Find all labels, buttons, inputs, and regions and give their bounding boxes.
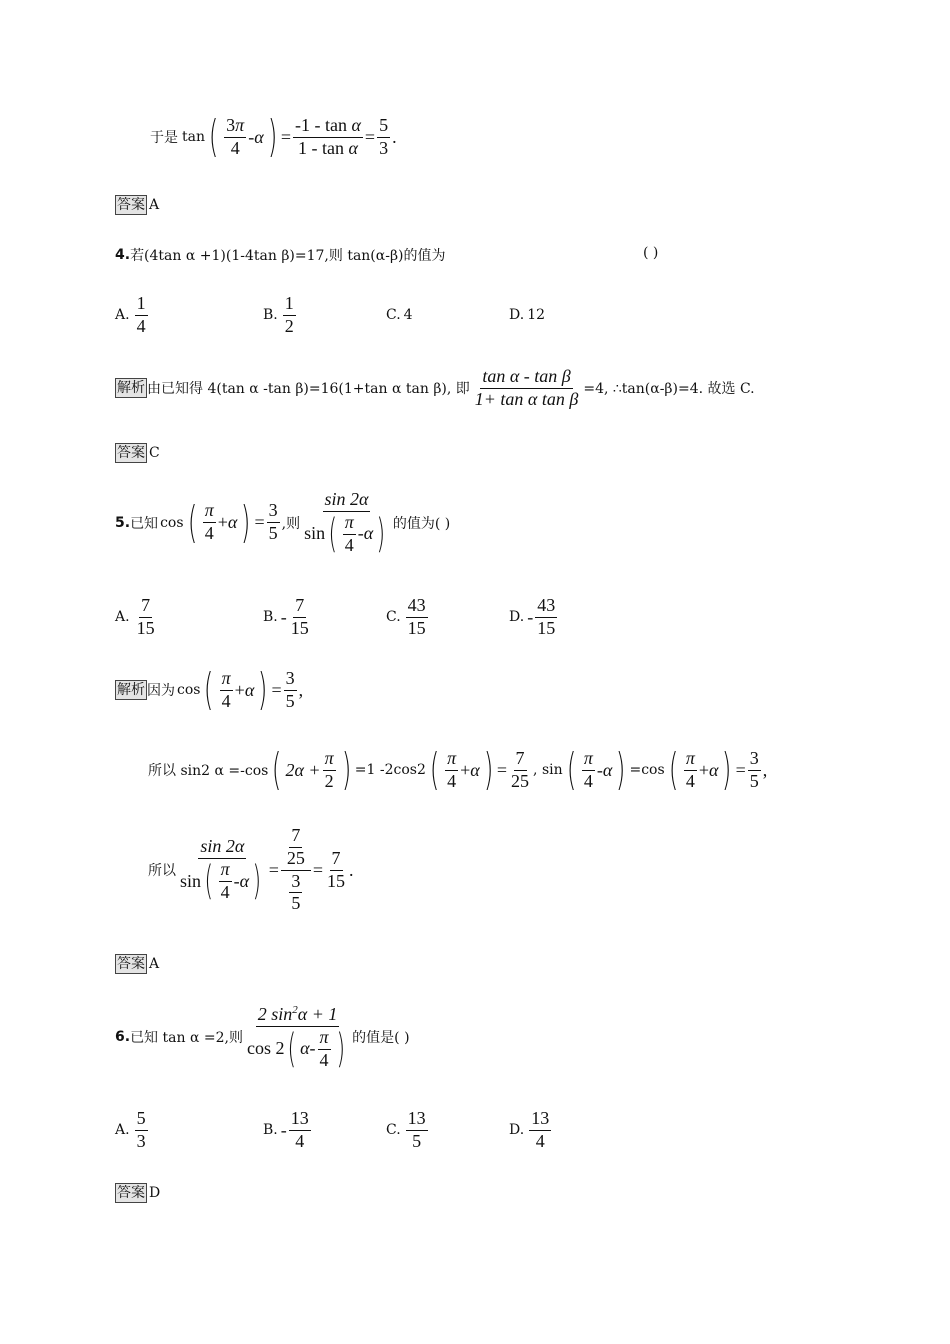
answer-tag: 答案 bbox=[117, 197, 145, 213]
fraction-q6: 2 $\sin^2\alpha + 1$ cos 2 ( α - $\frac{\pi}{4}$ ) bbox=[246, 1004, 345, 1073]
option-d[interactable]: D. - $\frac{43}{15}$ bbox=[509, 595, 556, 638]
question-4-bracket: ( ) bbox=[643, 245, 659, 261]
option-a[interactable]: A. $\frac{5}{3}$ bbox=[115, 1108, 146, 1151]
fraction-result: $\frac{5}{3}$ bbox=[379, 114, 389, 158]
answer-5: 答案 A bbox=[117, 956, 160, 972]
option-c[interactable]: C. $\frac{43}{15}$ bbox=[386, 595, 426, 638]
answer-6: 答案 D bbox=[117, 1185, 161, 1201]
question-text: 若(4tan α +1)(1-4tan β)=17,则 tan(α-β)的值为 bbox=[130, 248, 446, 264]
option-c[interactable]: C. 4 bbox=[386, 307, 413, 323]
option-b[interactable]: B. - $\frac{7}{15}$ bbox=[263, 595, 309, 638]
option-a[interactable]: A. $\frac{7}{15}$ bbox=[115, 595, 155, 638]
solution-5-line1: 解析 因为 cos ( $\frac{\pi}{4}$ + α ) = $\frac{3}{5}$ , bbox=[117, 664, 304, 715]
solution3-conclusion: 于是 tan ( $\frac{3\pi}{4}$ - α ) = $\frac{\text{-1 - tan α}}{\text{1 - tan α}}$ = $\frac{5}{3}$ . bbox=[150, 111, 397, 162]
answer-4: 答案 C bbox=[117, 445, 160, 461]
tan-text: tan bbox=[182, 129, 205, 145]
option-d[interactable]: D. $\frac{13}{4}$ bbox=[509, 1108, 550, 1151]
prefix-text: 于是 bbox=[150, 130, 178, 146]
question-6: 6. 已知 tan α =2,则 2 $\sin^2\alpha + 1$ cos 2 ( α - $\frac{\pi}{4}$ ) 的值是( ) bbox=[115, 1004, 410, 1073]
question-4 bbox=[115, 245, 446, 265]
option-b[interactable]: B. $\frac{1}{2}$ bbox=[263, 293, 294, 336]
option-d[interactable]: D. 12 bbox=[509, 307, 546, 323]
solution-4: 解析 由已知得 4(tan α -tan β)=16(1+tan α tan β), 即 $\frac{\text{tan α - tan β}}{\text{1+ tan α tan β}}$ =4, ∴tan(α-β)=4. 故选 C. bbox=[117, 366, 755, 409]
solution-5-line2: 所以 sin2 α =-cos ( 2α + $\frac{\pi}{2}$ ) =1 -2cos 2 ( $\frac{\pi}{4}$ + α ) = $\frac{7}{25}$ , sin ( $\frac{\pi}{4}$ - α ) =cos ( $\frac{\pi}{4}$ + α ) = $\frac{3}{5}$ , bbox=[148, 744, 768, 795]
answer-value: A bbox=[149, 197, 160, 213]
option-b[interactable]: B. - $\frac{13}{4}$ bbox=[263, 1108, 309, 1151]
option-c[interactable]: C. $\frac{13}{5}$ bbox=[386, 1108, 426, 1151]
question-5: 5. 已知 cos ( $\frac{\pi}{4}$ + α ) = $\frac{3}{5}$ ,则 sin 2α sin ( $\frac{\pi}{4}$ - α ) 的值为( ) bbox=[115, 489, 451, 558]
fraction-3pi-4: $\frac{3\pi}{4}$ bbox=[226, 114, 245, 158]
fraction-sin2a: sin 2α sin ( $\frac{\pi}{4}$ - α ) bbox=[304, 489, 386, 558]
fraction-tan-diff: $\frac{\text{tan α - tan β}}{\text{1+ tan α tan β}}$ bbox=[474, 366, 579, 409]
option-a[interactable]: A. $\frac{1}{4}$ bbox=[115, 293, 146, 336]
fraction-tan: $\frac{\text{-1 - tan α}}{\text{1 - tan α}}$ bbox=[294, 114, 361, 158]
paren-group: ( $\frac{3\pi}{4}$ - α ) bbox=[208, 111, 277, 162]
answer-3 bbox=[115, 195, 159, 215]
solution-5-line3: 所以 sin 2α sin ( $\frac{\pi}{4}$ - α ) = $\frac{\frac{7}{25}}{\frac{3}{5}}$ = $\frac{7}{15}$ . bbox=[148, 825, 354, 914]
solution-tag: 解析 bbox=[117, 380, 145, 397]
question-number: 4. bbox=[115, 247, 131, 263]
